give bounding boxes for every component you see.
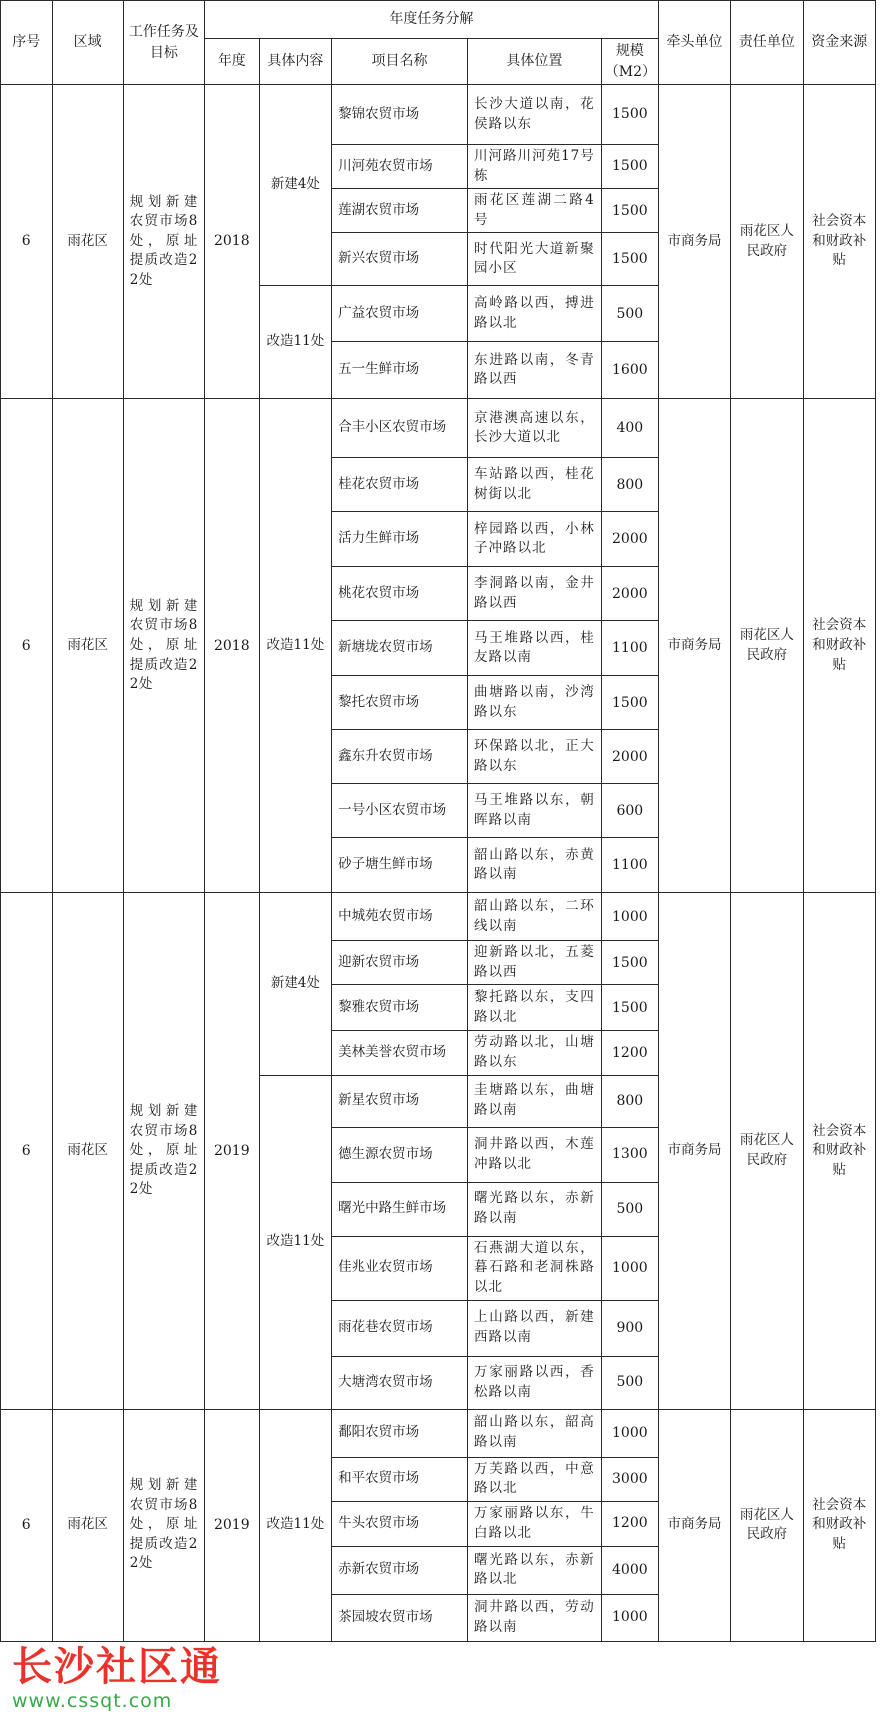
- seq-cell: 6: [1, 893, 53, 1409]
- location-cell: 曲塘路以南，沙湾路以东: [468, 676, 602, 730]
- location-cell: 李洞路以南，金井路以西: [468, 567, 602, 621]
- seq-cell: 6: [1, 85, 53, 399]
- project-name-cell: 大塘湾农贸市场: [332, 1356, 468, 1409]
- location-cell: 曙光路以东，赤新路以南: [468, 1182, 602, 1236]
- location-cell: 迎新路以北，五菱路以西: [468, 941, 602, 985]
- scale-cell: 1300: [601, 1127, 658, 1182]
- project-name-cell: 曙光中路生鲜市场: [332, 1182, 468, 1236]
- year-cell: 2019: [204, 1409, 259, 1641]
- table-row: [1, 399, 876, 458]
- location-cell: 上山路以西，新建西路以南: [468, 1300, 602, 1356]
- resp-unit-cell: 雨花区人民政府: [731, 85, 803, 399]
- project-name-cell: 雨花巷农贸市场: [332, 1300, 468, 1356]
- content-cell: 改造11处: [259, 1409, 331, 1641]
- task-cell: 规划新建农贸市场8处，原址提质改造22处: [123, 893, 204, 1409]
- location-cell: 时代阳光大道新聚园小区: [468, 233, 602, 286]
- scale-cell: 400: [601, 399, 658, 458]
- location-cell: 川河路川河苑17号栋: [468, 145, 602, 189]
- fund-source-cell: 社会资本和财政补贴: [803, 399, 875, 893]
- header-lead: 牵头单位: [658, 1, 730, 85]
- site-watermark: [12, 1644, 222, 1712]
- scale-cell: 1000: [601, 1236, 658, 1300]
- location-cell: 东进路以南，冬青路以西: [468, 342, 602, 399]
- project-name-cell: 新兴农贸市场: [332, 233, 468, 286]
- scale-cell: 1100: [601, 838, 658, 893]
- fund-source-cell: 社会资本和财政补贴: [803, 85, 875, 399]
- header-row-top: [1, 1, 876, 39]
- location-cell: 劳动路以北，山塘路以东: [468, 1031, 602, 1075]
- scale-cell: 2000: [601, 512, 658, 567]
- project-name-cell: 和平农贸市场: [332, 1457, 468, 1501]
- project-name-cell: 砂子塘生鲜市场: [332, 838, 468, 893]
- location-cell: 梓园路以西，小林子冲路以北: [468, 512, 602, 567]
- project-name-cell: 牛头农贸市场: [332, 1501, 468, 1546]
- project-name-cell: 新星农贸市场: [332, 1075, 468, 1127]
- header-task: 工作任务及目标: [123, 1, 204, 85]
- location-cell: 长沙大道以南，花侯路以东: [468, 85, 602, 145]
- scale-cell: 500: [601, 286, 658, 342]
- area-cell: 雨花区: [52, 1409, 123, 1641]
- location-cell: 京港澳高速以东，长沙大道以北: [468, 399, 602, 458]
- table-row: [1, 1409, 876, 1457]
- task-cell: 规划新建农贸市场8处，原址提质改造22处: [123, 1409, 204, 1641]
- project-name-cell: 一号小区农贸市场: [332, 784, 468, 838]
- scale-cell: 1500: [601, 676, 658, 730]
- resp-unit-cell: 雨花区人民政府: [731, 893, 803, 1409]
- area-cell: 雨花区: [52, 893, 123, 1409]
- project-name-cell: 美林美誉农贸市场: [332, 1031, 468, 1075]
- scale-cell: 800: [601, 458, 658, 512]
- scale-cell: 1000: [601, 1594, 658, 1641]
- location-cell: 高岭路以西，搏进路以北: [468, 286, 602, 342]
- header-breakdown: 年度任务分解: [204, 1, 658, 39]
- scale-cell: 1500: [601, 233, 658, 286]
- scale-cell: 2000: [601, 567, 658, 621]
- lead-unit-cell: 市商务局: [658, 893, 730, 1409]
- year-cell: 2018: [204, 85, 259, 399]
- project-name-cell: 新塘垅农贸市场: [332, 621, 468, 676]
- lead-unit-cell: 市商务局: [658, 399, 730, 893]
- scale-cell: 1000: [601, 1409, 658, 1457]
- watermark-url: www.cssqt.com: [12, 1690, 173, 1712]
- content-cell: 改造11处: [259, 286, 331, 399]
- header-fund: 资金来源: [803, 1, 875, 85]
- location-cell: 韶山路以东，二环线以南: [468, 893, 602, 941]
- location-cell: 万家丽路以西，香松路以南: [468, 1356, 602, 1409]
- resp-unit-cell: 雨花区人民政府: [731, 1409, 803, 1641]
- location-cell: 洞井路以西，劳动路以南: [468, 1594, 602, 1641]
- location-cell: 洞井路以西，木莲冲路以北: [468, 1127, 602, 1182]
- location-cell: 万芙路以西，中意路以北: [468, 1457, 602, 1501]
- content-cell: 改造11处: [259, 1075, 331, 1409]
- project-name-cell: 德生源农贸市场: [332, 1127, 468, 1182]
- project-name-cell: 活力生鲜市场: [332, 512, 468, 567]
- scale-cell: 1000: [601, 893, 658, 941]
- scale-cell: 500: [601, 1182, 658, 1236]
- fund-source-cell: 社会资本和财政补贴: [803, 893, 875, 1409]
- scale-cell: 600: [601, 784, 658, 838]
- fund-source-cell: 社会资本和财政补贴: [803, 1409, 875, 1641]
- location-cell: 万家丽路以东，牛白路以北: [468, 1501, 602, 1546]
- location-cell: 黎托路以东，支四路以北: [468, 985, 602, 1031]
- location-cell: 环保路以北，正大路以东: [468, 730, 602, 784]
- table-body: [1, 85, 876, 1642]
- content-cell: 新建4处: [259, 893, 331, 1075]
- header-seq: 序号: [1, 1, 53, 85]
- project-name-cell: 黎托农贸市场: [332, 676, 468, 730]
- header-year: 年度: [204, 39, 259, 85]
- project-name-cell: 茶园坡农贸市场: [332, 1594, 468, 1641]
- project-name-cell: 桃花农贸市场: [332, 567, 468, 621]
- project-name-cell: 五一生鲜市场: [332, 342, 468, 399]
- location-cell: 马王堆路以西，桂友路以南: [468, 621, 602, 676]
- scale-cell: 3000: [601, 1457, 658, 1501]
- area-cell: 雨花区: [52, 399, 123, 893]
- location-cell: 石燕湖大道以东，暮石路和老洞株路以北: [468, 1236, 602, 1300]
- location-cell: 韶山路以东，赤黄路以南: [468, 838, 602, 893]
- project-name-cell: 莲湖农贸市场: [332, 189, 468, 233]
- header-content: 具体内容: [259, 39, 331, 85]
- project-name-cell: 川河苑农贸市场: [332, 145, 468, 189]
- scale-cell: 1500: [601, 985, 658, 1031]
- table-row: [1, 893, 876, 941]
- scale-cell: 2000: [601, 730, 658, 784]
- project-name-cell: 佳兆业农贸市场: [332, 1236, 468, 1300]
- task-cell: 规划新建农贸市场8处，原址提质改造22处: [123, 85, 204, 399]
- project-name-cell: 广益农贸市场: [332, 286, 468, 342]
- task-cell: 规划新建农贸市场8处，原址提质改造22处: [123, 399, 204, 893]
- project-name-cell: 桂花农贸市场: [332, 458, 468, 512]
- year-cell: 2018: [204, 399, 259, 893]
- watermark-title: 长沙社区通: [12, 1644, 222, 1690]
- scale-cell: 1200: [601, 1031, 658, 1075]
- area-cell: 雨花区: [52, 85, 123, 399]
- resp-unit-cell: 雨花区人民政府: [731, 399, 803, 893]
- table-row: [1, 85, 876, 145]
- scale-cell: 4000: [601, 1546, 658, 1594]
- header-resp: 责任单位: [731, 1, 803, 85]
- header-project: 项目名称: [332, 39, 468, 85]
- scale-cell: 1500: [601, 189, 658, 233]
- location-cell: 雨花区莲湖二路4号: [468, 189, 602, 233]
- content-cell: 改造11处: [259, 399, 331, 893]
- project-name-cell: 赤新农贸市场: [332, 1546, 468, 1594]
- scale-cell: 1200: [601, 1501, 658, 1546]
- project-name-cell: 合丰小区农贸市场: [332, 399, 468, 458]
- scale-cell: 900: [601, 1300, 658, 1356]
- header-location: 具体位置: [468, 39, 602, 85]
- project-name-cell: 迎新农贸市场: [332, 941, 468, 985]
- content-cell: 新建4处: [259, 85, 331, 286]
- scale-cell: 1600: [601, 342, 658, 399]
- scale-cell: 1100: [601, 621, 658, 676]
- header-scale: 规模（M2）: [601, 39, 658, 85]
- project-name-cell: 鄱阳农贸市场: [332, 1409, 468, 1457]
- lead-unit-cell: 市商务局: [658, 1409, 730, 1641]
- header-area: 区域: [52, 1, 123, 85]
- scale-cell: 500: [601, 1356, 658, 1409]
- location-cell: 马王堆路以东，朝晖路以南: [468, 784, 602, 838]
- scale-cell: 800: [601, 1075, 658, 1127]
- scale-cell: 1500: [601, 145, 658, 189]
- lead-unit-cell: 市商务局: [658, 85, 730, 399]
- seq-cell: 6: [1, 1409, 53, 1641]
- scale-cell: 1500: [601, 941, 658, 985]
- location-cell: 韶山路以东，韶高路以南: [468, 1409, 602, 1457]
- project-name-cell: 黎锦农贸市场: [332, 85, 468, 145]
- seq-cell: 6: [1, 399, 53, 893]
- project-name-cell: 鑫东升农贸市场: [332, 730, 468, 784]
- project-name-cell: 黎雅农贸市场: [332, 985, 468, 1031]
- scale-cell: 1500: [601, 85, 658, 145]
- location-cell: 曙光路以东，赤新路以北: [468, 1546, 602, 1594]
- location-cell: 车站路以西，桂花树街以北: [468, 458, 602, 512]
- project-name-cell: 中城苑农贸市场: [332, 893, 468, 941]
- year-cell: 2019: [204, 893, 259, 1409]
- location-cell: 圭塘路以东，曲塘路以南: [468, 1075, 602, 1127]
